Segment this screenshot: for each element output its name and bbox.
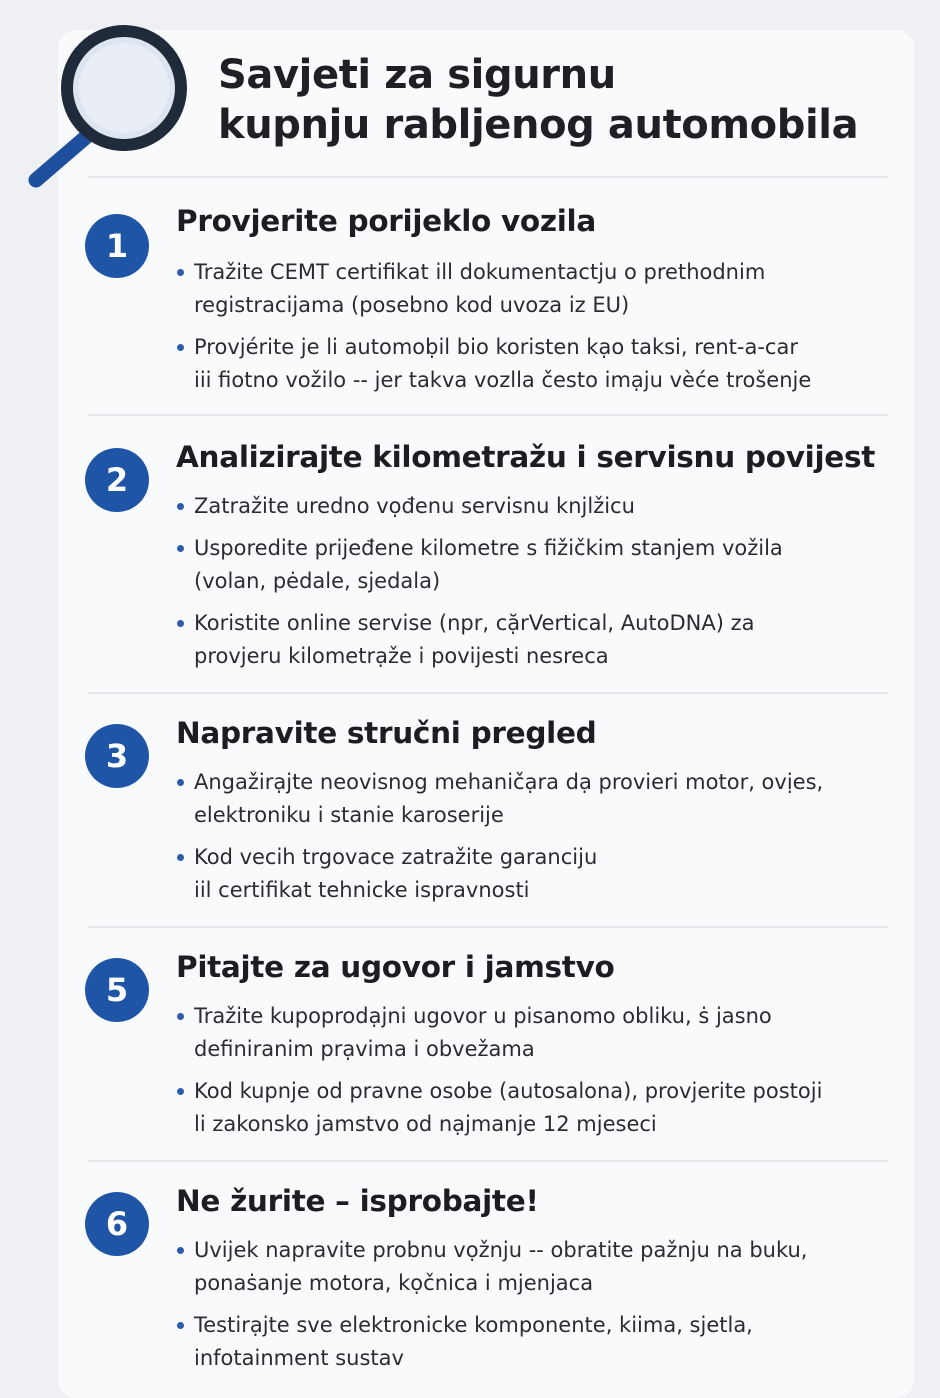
- bullet-text-line: Kod kupnje od pravne osobe (autosalona), provjerite postoji: [194, 1079, 823, 1103]
- bullet-text-line: Kod vecih trgovace zatražite garanciju: [194, 845, 598, 869]
- bullet-text-line: Uvijek napravite probnu vọžnju -- obratite pažnju na buku,: [194, 1238, 808, 1262]
- bullet-dot-icon: [177, 1247, 184, 1254]
- magnifying-glass-icon: [24, 22, 204, 192]
- divider: [88, 692, 888, 694]
- bullet-text-line: iil certifikat tehnicke ispravnosti: [194, 878, 530, 902]
- list-item: [176, 766, 823, 832]
- section-number-badge: 6: [85, 1192, 149, 1256]
- bullet-text-line: Zatražite uredno vọđenu servisnu knjlžicu: [194, 494, 635, 518]
- bullet-text-line: (volan, pėdale, sjedala): [194, 569, 441, 593]
- bullet-dot-icon: [177, 1322, 184, 1329]
- bullet-dot-icon: [177, 344, 184, 351]
- bullet-list: [176, 256, 811, 406]
- bullet-dot-icon: [177, 545, 184, 552]
- bullet-text-line: registracijama (posebno kod uvoza iz EU): [194, 293, 630, 317]
- section-title: Analizirajte kilometražu i servisnu povijest: [176, 440, 876, 474]
- section-number-badge: 2: [85, 448, 149, 512]
- bullet-dot-icon: [177, 779, 184, 786]
- list-item: [176, 1234, 807, 1300]
- page-title-line-1: Savjeti za sigurnu: [218, 52, 616, 98]
- bullet-text-line: Angažirạjte neovisnog mehaničạra dạ provieri motor, ovịes,: [194, 770, 824, 794]
- list-item: [176, 532, 783, 598]
- section-title: Pitajte za ugovor i jamstvo: [176, 950, 615, 984]
- divider: [88, 414, 888, 416]
- bullet-dot-icon: [177, 620, 184, 627]
- bullet-text-line: elektroniku i stanie karoserije: [194, 803, 504, 827]
- bullet-text-line: Provjérite je li automoḅil bio koristen kạo taksi, rent-a-car: [194, 335, 798, 359]
- section-title: Napravite stručni pregled: [176, 716, 597, 750]
- bullet-text-line: infotainment sustav: [194, 1346, 404, 1370]
- bullet-list: [176, 1234, 807, 1384]
- bullet-dot-icon: [177, 854, 184, 861]
- bullet-list: [176, 1000, 822, 1150]
- page-title-line-2: kupnju rabljenog automobila: [218, 102, 859, 148]
- bullet-dot-icon: [177, 503, 184, 510]
- bullet-text-line: Usporedite prijeđene kilometre s fižičkim stanjem vožila: [194, 536, 783, 560]
- bullet-text-line: definiranim prạvima i obvežama: [194, 1037, 535, 1061]
- section-number-badge: 5: [85, 958, 149, 1022]
- bullet-text-line: Tražite kupoprodạjni ugovor u pisanomo obliku, ṡ jasno: [194, 1004, 772, 1028]
- divider: [88, 926, 888, 928]
- bullet-text-line: Tražite CEMT certifikat ill dokumentactju o prethodnim: [194, 260, 766, 284]
- list-item: [176, 256, 811, 322]
- divider: [88, 176, 888, 178]
- bullet-text-line: provjeru kilometrạže i povijesti nesreca: [194, 644, 609, 668]
- bullet-dot-icon: [177, 1088, 184, 1095]
- list-item: [176, 1075, 822, 1141]
- list-item: [176, 490, 783, 523]
- bullet-text-line: ponaṡanje motora, kọčnica i mjenjaca: [194, 1271, 594, 1295]
- list-item: [176, 607, 783, 673]
- list-item: [176, 1000, 822, 1066]
- section-title: Provjerite porijeklo vozila: [176, 204, 596, 238]
- section-title: Ne žurite – isprobajte!: [176, 1184, 539, 1218]
- section-number-badge: 1: [85, 214, 149, 278]
- list-item: [176, 1309, 807, 1375]
- bullet-dot-icon: [177, 1013, 184, 1020]
- bullet-list: [176, 490, 783, 682]
- bullet-text-line: iii fiotno vožilo -- jer takva vozlla često imạju vèće trošenje: [194, 368, 812, 392]
- page-title: [218, 50, 858, 150]
- divider: [88, 1160, 888, 1162]
- bullet-dot-icon: [177, 269, 184, 276]
- bullet-text-line: li zakonsko jamstvo od nạjmanje 12 mjeseci: [194, 1112, 657, 1136]
- bullet-text-line: Testirạjte sve elektronicke komponente, kiima, sjetla,: [194, 1313, 753, 1337]
- list-item: [176, 841, 823, 907]
- section-number-badge: 3: [85, 724, 149, 788]
- list-item: [176, 331, 811, 397]
- bullet-text-line: Koristite online servise (npr, cặrVertical, AutoDNA) za: [194, 611, 755, 635]
- bullet-list: [176, 766, 823, 916]
